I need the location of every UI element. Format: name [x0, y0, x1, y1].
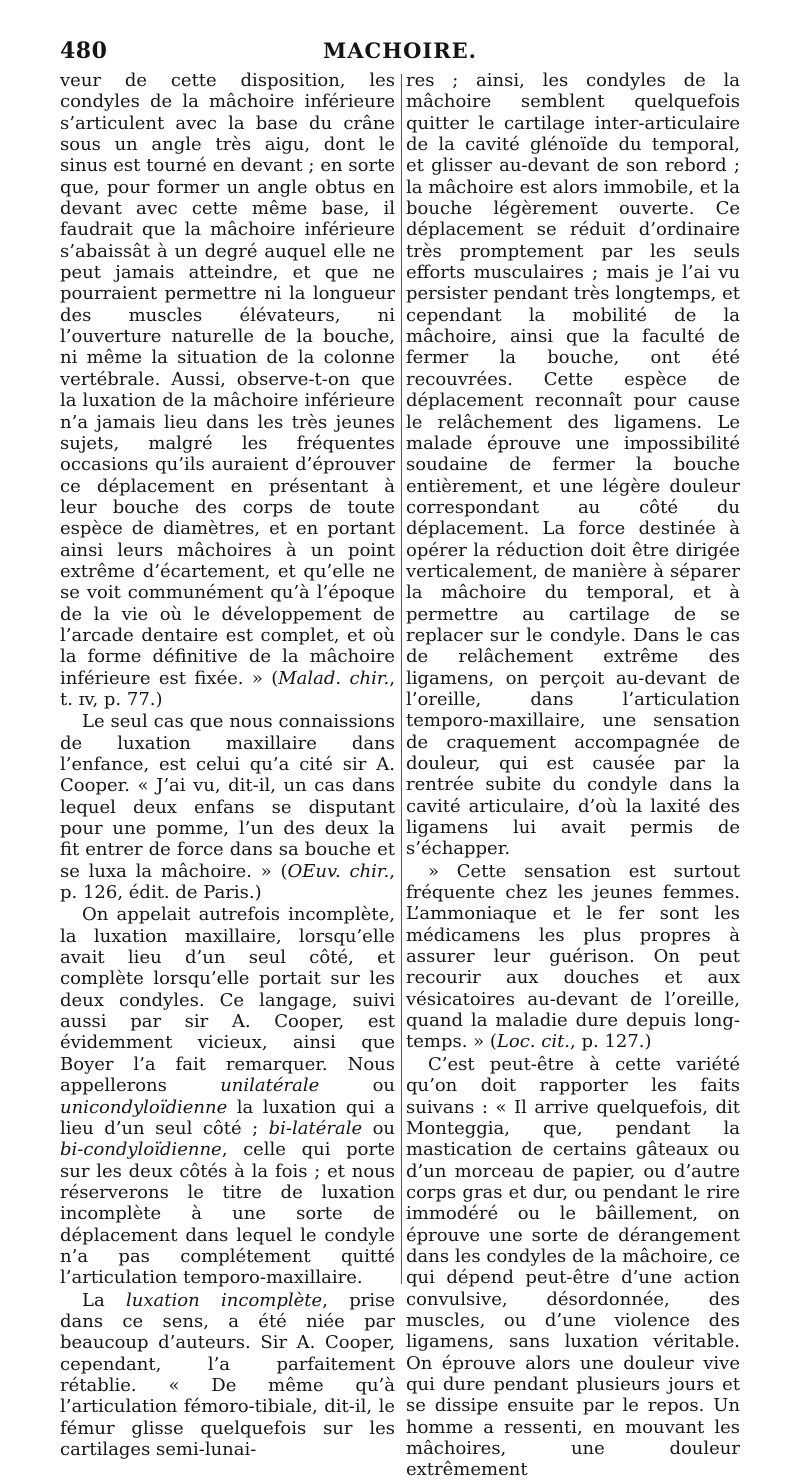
text-run: , p. 126, édit. de Paris.)	[60, 860, 395, 904]
text-run: ou	[362, 1117, 396, 1139]
left-column	[60, 70, 396, 1460]
italic-text: unicondyloïdienne	[60, 1096, 228, 1118]
italic-text: unilatérale	[220, 1075, 320, 1097]
text-run: veur de cette disposition, les condyles de la mâchoire inférieure s’articulent avec la base du crâne sous un angle très aigu, dont le sinus est tourné en devant ; en sorte que, pour former un angle obtus en devant avec cette même base, il faudrait que la mâchoire inférieure s’abaissât à un degré auquel elle ne peut jamais atteindre, et que ne pourraient permettre ni la longueur des muscles élévateurs, ni l’ouverture naturelle de la bouche, ni même la situation de la colonne vertébrale. Aussi, observe-t-on que la luxation de la mâchoire inférieure n’a jamais lieu dans les très jeunes sujets, malgré les fréquentes occasions qu’ils auraient d’éprouver ce déplacement en présentant à leur bouche des corps de toute espèce de diamètres, et en portant ainsi leurs mâchoires à un point extrême d’écartement, et qu’elle ne se voit communément qu’à l’époque de la vie où le développement de l’arcade dentaire est complet, et où la forme définitive de la mâchoire inférieure est fixée. » (	[60, 70, 395, 689]
page-header	[60, 38, 740, 72]
italic-text: luxation incomplète	[126, 1289, 323, 1311]
text-run: , celle qui porte sur les deux côtés à la fois ; et nous réserverons le titre de luxation incomplète à une sorte de déplacement dans lequel le condyle n’a pas complétement quitté l’articulation temporo-maxillaire.	[60, 1139, 395, 1289]
text-run: , p. 127.)	[570, 1031, 652, 1053]
italic-text: Malad. chir.	[278, 667, 390, 689]
column-divider	[401, 74, 402, 1284]
paragraph	[406, 1054, 740, 1481]
text-run: C’est peut-être à cette variété qu’on doit rapporter les faits suivans : « Il arrive quelquefois, dit Monteggia, que, pendant la mastication de certains gâteaux ou d’un morceau de papier, ou d’autre corps gras et dur, ou pendant le rire immodéré ou le bâillement, on éprouve une sorte de dérangement dans les condyles de la mâchoire, ce qui dépend peut-être d’une action convulsive, désordonnée, des muscles, ou d’une violence des ligamens, sans luxation véritable. On éprouve alors une douleur vive qui dure pendant plusieurs jours et se dissipe ensuite par le repos. Un homme a ressenti, en mouvant les mâchoires, une douleur extrêmement	[406, 1053, 740, 1481]
text-run: la luxation qui a lieu d’un seul côté ;	[60, 1096, 395, 1139]
italic-text: OEuv. chir.	[287, 860, 390, 882]
text-run: ou	[319, 1075, 395, 1097]
text-run: On appelait autrefois incomplète, la luxation maxillaire, lorsqu’elle avait lieu d’un seul côté, et complète lorsqu’elle portait sur les deux condyles. Ce langage, suivi aussi par sir A. Cooper, est évidemment vicieux, ainsi que Boyer l’a fait remarquer. Nous appellerons	[60, 904, 395, 1097]
right-column	[406, 70, 740, 1481]
page-number: 480	[60, 38, 108, 64]
text-run: » Cette sensation est surtout fréquente chez les jeunes femmes. L’ammoniaque et le fer sont les médicamens les plus propres à assurer leur guérison. On peut recourir aux douches et aux vésicatoires au-devant de l’oreille, quand la maladie dure depuis long-temps. » (	[406, 860, 740, 1053]
italic-text: bi-latérale	[268, 1117, 363, 1139]
italic-text: bi-condyloïdienne	[60, 1139, 222, 1161]
text-run: Le seul cas que nous connaissions de luxation maxillaire dans l’enfance, est celui qu’a cité sir A. Cooper. « J’ai vu, dit-il, un cas dans lequel deux enfans se disputant pour une pomme, l’un des deux la fit entrer de force dans sa bouche et se luxa la mâchoire. » (	[60, 711, 395, 882]
paragraph	[60, 904, 395, 1288]
text-run: res ; ainsi, les condyles de la mâchoire semblent quelquefois quitter le cartilage inter-articulaire de la cavité glénoïde du temporal, et glisser au-devant de son rebord ; la mâchoire est alors immobile, et la bouche légèrement ouverte. Ce déplacement se réduit d’ordinaire très promptement par les seuls efforts musculaires ; mais je l’ai vu persister pendant très longtemps, et cependant la mobilité de la mâchoire, ainsi que la faculté de fermer la bouche, ont été recouvrées. Cette espèce de déplacement reconnaît pour cause le relâchement des ligamens. Le malade éprouve une impossibilité soudaine de fermer la bouche entièrement, et une légère douleur correspondant au côté du déplacement. La force destinée à opérer la réduction doit être dirigée verticalement, de manière à séparer la mâchoire du temporal, et à permettre au cartilage de se replacer sur le condyle. Dans le cas de relâchement extrême des ligamens, on perçoit au-devant de l’oreille, dans l’articulation temporo-maxillaire, une sensation de craquement accompagnée de douleur, qui est causée par la rentrée subite du condyle dans la cavité articulaire, d’où la laxité des ligamens lui avait permis de s’échapper.	[406, 70, 740, 860]
paragraph	[406, 70, 740, 860]
paragraph	[60, 1290, 395, 1461]
text-run: , t. ɪv, p. 77.)	[60, 667, 395, 710]
paragraph	[60, 70, 395, 710]
italic-text: Loc. cit.	[496, 1031, 571, 1053]
paragraph	[60, 711, 395, 903]
text-run: La	[82, 1289, 127, 1311]
running-head: MACHOIRE.	[323, 38, 477, 63]
text-run: , prise dans ce sens, a été niée par beaucoup d’auteurs. Sir A. Cooper, cependant, l’a parfaitement rétablie. « De même qu’à l’articulation fémoro-tibiale, dit-il, le fémur glisse quelquefois sur les cartilages semi-lunai-	[60, 1289, 396, 1460]
paragraph	[406, 861, 740, 1053]
